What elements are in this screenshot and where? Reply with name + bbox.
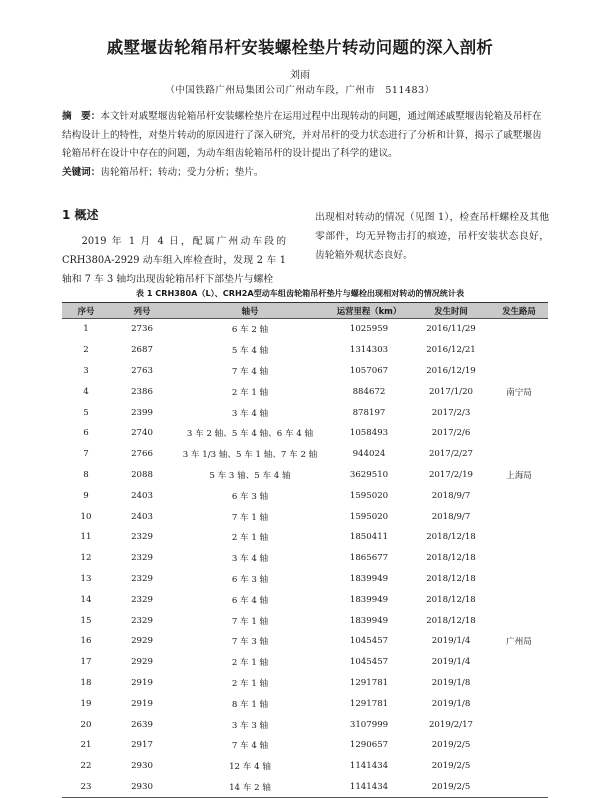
paper-title: 戚墅堰齿轮箱吊杆安装螺栓垫片转动问题的深入剖析 <box>106 38 494 57</box>
table-cell: 7 车 1 轴 <box>231 616 269 627</box>
abstract-text: 本文针对戚墅堰齿轮箱吊杆安装螺栓垫片在运用过程中出现转动的问题，通过阐述戚墅堰齿轮箱及吊杆在结构设计上的特性，对垫片转动的原因进行了深入研究，并对吊杆的受力状态进行了分析和计算，揭示了戚墅堰齿轮箱吊杆在设计中存在的问题，为动车组齿轮箱吊杆的设计提出了科学的建议。 <box>62 111 542 159</box>
table-cell <box>490 444 548 465</box>
table-cell <box>490 402 548 423</box>
table-cell: 1595020 <box>349 511 389 522</box>
table-cell: 17 <box>80 657 92 668</box>
table-cell: 7 车 4 轴 <box>231 741 269 752</box>
table-cell: 1141434 <box>349 761 389 772</box>
table-cell <box>490 485 548 506</box>
table-cell: 2329 <box>131 615 153 626</box>
table-cell: 2019/2/5 <box>431 761 471 772</box>
table-cell: 2019/1/4 <box>431 657 471 668</box>
table-cell: 2018/12/18 <box>426 532 476 543</box>
abstract-block <box>62 108 548 182</box>
table-cell: 1 <box>83 324 89 335</box>
keywords-text: 齿轮箱吊杆；转动；受力分析；垫片。 <box>100 166 264 178</box>
col-header: 列号 <box>110 303 174 319</box>
table-row <box>62 465 548 486</box>
table-cell: 2763 <box>131 365 153 376</box>
col-header: 发生路局 <box>490 303 548 319</box>
table-cell: 5 <box>83 407 89 418</box>
table-cell: 3629510 <box>349 469 389 480</box>
table-cell: 9 <box>83 490 89 501</box>
table-cell: 1839949 <box>349 573 389 584</box>
table-row <box>62 548 548 569</box>
table-cell: 7 车 1 轴 <box>231 512 269 523</box>
table-cell: 2018/9/7 <box>431 511 471 522</box>
statistics-table <box>62 302 548 798</box>
table-row <box>62 756 548 777</box>
table-cell <box>490 340 548 361</box>
table-cell: 2018/12/18 <box>426 573 476 584</box>
table-cell: 20 <box>80 719 92 730</box>
table-cell: 2403 <box>131 511 153 522</box>
table-row <box>62 361 548 382</box>
table-cell: 22 <box>80 761 92 772</box>
table-cell: 2 车 1 轴 <box>231 387 269 398</box>
table-row <box>62 506 548 527</box>
table-row <box>62 631 548 652</box>
table-cell: 2 车 1 轴 <box>231 658 269 669</box>
table-row <box>62 569 548 590</box>
table-cell: 1057067 <box>349 365 389 376</box>
table-cell <box>490 735 548 756</box>
table-cell: 3 车 3 轴 <box>231 720 269 731</box>
table-cell: 14 车 2 轴 <box>174 777 326 798</box>
table-cell: 2687 <box>131 345 153 356</box>
table-row <box>62 319 548 340</box>
table-cell <box>490 589 548 610</box>
table-cell: 2017/1/20 <box>428 386 474 397</box>
table-cell: 2019/1/8 <box>431 677 471 688</box>
table-cell: 23 <box>62 777 110 798</box>
table-cell: 2766 <box>131 449 153 460</box>
table-cell: 19 <box>80 698 92 709</box>
table-cell: 2 车 1 轴 <box>231 678 269 689</box>
table-cell <box>490 652 548 673</box>
table-cell <box>490 693 548 714</box>
table-cell: 2019/1/8 <box>431 698 471 709</box>
section-heading: 1 概述 <box>62 208 99 222</box>
table-cell: 2399 <box>131 407 153 418</box>
table-cell: 2919 <box>131 677 153 688</box>
table-cell: 8 <box>83 469 89 480</box>
table-cell: 1291781 <box>349 698 389 709</box>
table-cell: 2017/2/19 <box>428 469 474 480</box>
table-cell: 3 车 4 轴 <box>231 554 269 565</box>
table-cell: 5 车 3 轴、5 车 4 轴 <box>209 470 291 481</box>
table-cell <box>490 777 548 798</box>
table-cell: 3 <box>83 365 89 376</box>
table-cell: 4 <box>83 386 89 397</box>
table-caption: 表 1 CRH380A（L）、CRH2A型动车组齿轮箱吊杆垫片与螺栓出现相对转动的情况统计表 <box>135 288 465 298</box>
table-body <box>62 319 548 798</box>
table-cell: 3 车 1/3 轴、5 车 1 轴、7 车 2 轴 <box>182 450 318 461</box>
table-cell <box>490 506 548 527</box>
table-cell: 13 <box>80 573 92 584</box>
table-cell: 1865677 <box>349 553 389 564</box>
table-cell: 884672 <box>352 386 386 397</box>
table-cell: 5 车 4 轴 <box>231 346 269 357</box>
table-cell: 南宁局 <box>506 387 532 398</box>
table-cell: 1141434 <box>326 777 412 798</box>
table-cell: 2329 <box>131 573 153 584</box>
table-cell: 2017/2/27 <box>428 449 474 460</box>
table-cell: 6 车 2 轴 <box>231 325 269 336</box>
table-cell: 1058493 <box>349 428 389 439</box>
table-cell: 3 车 4 轴 <box>231 408 269 419</box>
table-cell: 1314303 <box>349 345 389 356</box>
table-cell: 7 车 3 轴 <box>231 637 269 648</box>
table-cell: 1290657 <box>349 740 389 751</box>
table-cell: 1025959 <box>349 324 389 335</box>
table-cell: 6 车 4 轴 <box>231 595 269 606</box>
table-cell: 2019/1/4 <box>431 636 471 647</box>
table-cell: 12 车 4 轴 <box>229 762 271 773</box>
table-cell: 6 <box>83 428 89 439</box>
table-cell: 3107999 <box>349 719 389 730</box>
col-header: 发生时间 <box>412 303 490 319</box>
table-cell: 2019/2/17 <box>428 719 474 730</box>
table-cell: 2736 <box>131 324 153 335</box>
table-header-row <box>62 303 548 319</box>
table-cell: 1850411 <box>349 532 389 543</box>
table-row <box>62 777 548 798</box>
table-row <box>62 589 548 610</box>
table-cell: 2019/2/5 <box>431 740 471 751</box>
table-cell: 878197 <box>352 407 386 418</box>
table-row <box>62 610 548 631</box>
table-cell: 16 <box>80 636 92 647</box>
table-cell: 2403 <box>131 490 153 501</box>
table-row <box>62 652 548 673</box>
table-row <box>62 340 548 361</box>
table-cell: 1045457 <box>349 636 389 647</box>
table-row <box>62 527 548 548</box>
table-cell: 2017/2/6 <box>431 428 471 439</box>
table-cell: 2 车 1 轴 <box>231 533 269 544</box>
col-header: 运营里程（km） <box>326 303 412 319</box>
table-row <box>62 444 548 465</box>
table-cell: 1595020 <box>349 490 389 501</box>
table-cell: 10 <box>80 511 92 522</box>
table-cell: 2088 <box>131 469 153 480</box>
table-cell: 1839949 <box>349 615 389 626</box>
table-cell: 11 <box>80 532 92 543</box>
table-cell: 2930 <box>131 761 153 772</box>
table-cell: 1045457 <box>349 657 389 668</box>
affiliation: （中国铁路广州局集团公司广州动车段，广州市 511483） <box>165 85 435 96</box>
table-cell: 2019/2/5 <box>412 777 490 798</box>
table-cell: 2018/9/7 <box>431 490 471 501</box>
table-cell: 15 <box>80 615 92 626</box>
col-header: 序号 <box>62 303 110 319</box>
table-row <box>62 735 548 756</box>
table-cell: 2930 <box>110 777 174 798</box>
table-cell: 944024 <box>352 449 386 460</box>
table-cell: 6 车 3 轴 <box>231 491 269 502</box>
table-cell <box>490 673 548 694</box>
table-cell <box>490 756 548 777</box>
table-cell: 1291781 <box>349 677 389 688</box>
keywords-label: 关键词： <box>62 166 101 178</box>
abstract <box>62 108 548 164</box>
table-row <box>62 693 548 714</box>
table-row <box>62 381 548 402</box>
table-row <box>62 714 548 735</box>
table-cell <box>490 527 548 548</box>
table-row <box>62 402 548 423</box>
table-cell: 2016/12/21 <box>426 345 476 356</box>
table-cell <box>490 714 548 735</box>
table-cell: 上海局 <box>506 470 532 481</box>
table-cell: 2929 <box>131 636 153 647</box>
body-paragraph-right: 出现相对转动的情况（见图 1），检查吊杆螺栓及其他零部件，均无异物击打的痕迹，吊杆安装状态良好，齿轮箱外观状态良好。 <box>315 212 549 262</box>
table-cell: 2329 <box>131 532 153 543</box>
table-cell: 8 车 1 轴 <box>231 699 269 710</box>
table-cell: 6 车 3 轴 <box>231 574 269 585</box>
table-cell: 12 <box>80 553 92 564</box>
author: 刘雨 <box>290 70 310 81</box>
table-cell: 2919 <box>131 698 153 709</box>
table-cell: 2329 <box>131 553 153 564</box>
table-cell: 2 <box>83 345 89 356</box>
col-header: 轴号 <box>174 303 326 319</box>
table-cell <box>490 569 548 590</box>
table-cell <box>490 319 548 340</box>
table-cell <box>490 423 548 444</box>
table-row <box>62 485 548 506</box>
table-cell <box>490 610 548 631</box>
table-cell: 18 <box>80 677 92 688</box>
table-cell: 2639 <box>131 719 153 730</box>
table-cell: 2018/12/18 <box>426 615 476 626</box>
table-cell: 14 <box>80 594 92 605</box>
table-cell <box>490 361 548 382</box>
table-cell: 21 <box>80 740 92 751</box>
table-cell: 2386 <box>131 386 153 397</box>
table-cell: 2917 <box>131 740 153 751</box>
body-paragraph-left: 2019 年 1 月 4 日，配属广州动车段的 CRH380A-2929 动车组入库检查时，发现 2 车 1 轴和 7 车 3 轴均出现齿轮箱吊杆下部垫片与螺栓 <box>62 236 286 286</box>
table-cell: 7 车 4 轴 <box>231 366 269 377</box>
table-cell: 2018/12/18 <box>426 553 476 564</box>
table-cell: 广州局 <box>506 637 532 648</box>
keywords <box>62 164 548 183</box>
table-cell: 2018/12/18 <box>426 594 476 605</box>
table-row <box>62 673 548 694</box>
abstract-label: 摘 要： <box>62 111 101 122</box>
table-cell: 2016/12/19 <box>426 365 476 376</box>
table-cell: 3 车 2 轴、5 车 4 轴、6 车 4 轴 <box>186 429 314 440</box>
table-cell: 2017/2/3 <box>431 407 471 418</box>
table-cell: 2329 <box>131 594 153 605</box>
table-cell: 2016/11/29 <box>426 324 476 335</box>
table-cell: 7 <box>83 449 89 460</box>
table-cell: 2929 <box>131 657 153 668</box>
table-cell: 2740 <box>131 428 153 439</box>
table-cell: 1839949 <box>349 594 389 605</box>
table-cell <box>490 548 548 569</box>
table-row <box>62 423 548 444</box>
